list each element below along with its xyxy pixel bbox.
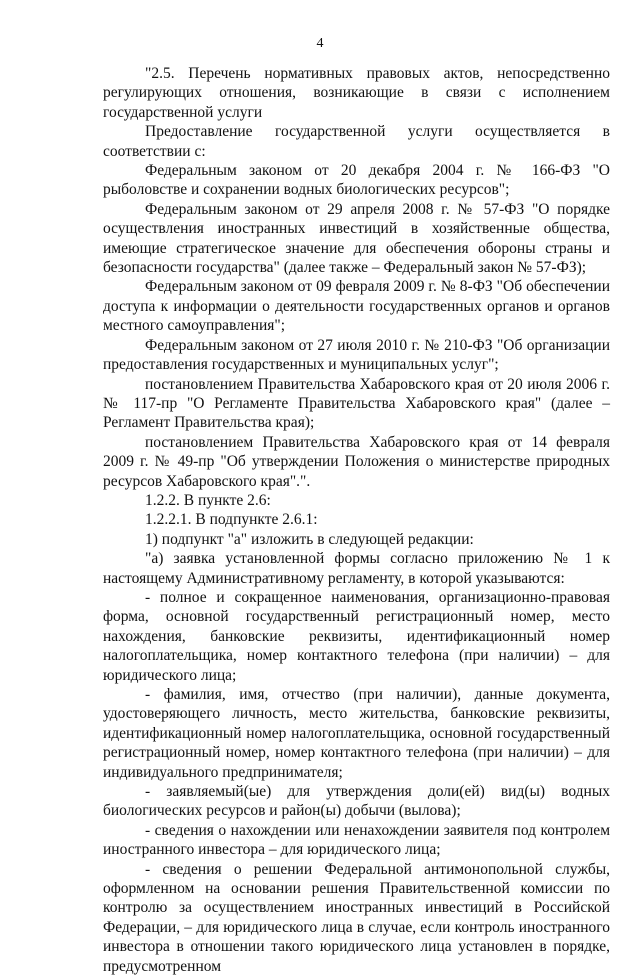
paragraph-resolution-49: постановлением Правительства Хабаровского края от 14 февраля 2009 г. № 49-пр "Об утверждении Положения о министерстве природных ресурсов Хабаровского края".". xyxy=(103,433,610,490)
list-item-entrepreneur: - фамилия, имя, отчество (при наличии), данные документа, удостоверяющего личность, место жительства, банковские реквизиты, идентификационный номер налогоплательщика, основной государственный регистрационный номер, номер контактного телефона (при наличии) – для индивидуального предпринимателя; xyxy=(103,686,610,781)
paragraph-resolution-117: постановлением Правительства Хабаровского края от 20 июля 2006 г. № 117-пр "О Регламенте Правительства Хабаровского края" (далее – Регламент Правительства края); xyxy=(103,375,610,432)
paragraph-application-form: "а) заявка установленной формы согласно приложению № 1 к настоящему Административному регламенту, в которой указываются: xyxy=(103,550,610,587)
paragraph-law-210: Федеральным законом от 27 июля 2010 г. № 210-ФЗ "Об организации предоставления государственных и муниципальных услуг"; xyxy=(103,336,610,374)
paragraph-1-2-2: 1.2.2. В пункте 2.6: xyxy=(145,491,271,509)
list-item-fas-decision: - сведения о решении Федеральной антимонопольной службы, оформленном на основании решения Правительственной комиссии по контролю за осуществлением иностранных инвестиций в Российской Федерации, – для юридического лица в случае, если контроль иностранного инвестора в отношении такого юридического лица установлен в порядке, предусмотренном xyxy=(103,860,610,975)
paragraph-law-57: Федеральным законом от 29 апреля 2008 г. № 57-ФЗ "О порядке осуществления иностранных инвестиций в хозяйственные общества, имеющие стратегическое значение для обеспечения обороны страны и безопасности государства" (далее также – Федеральный закон № 57-ФЗ); xyxy=(103,200,610,277)
paragraph-2-5-heading: "2.5. Перечень нормативных правовых актов, непосредственно регулирующих отношения, возникающие в связи с исполнением государственной услуги xyxy=(103,65,610,121)
list-item-species-area: - заявляемый(ые) для утверждения доли(ей) вид(ы) водных биологических ресурсов и район(ы) добычи (вылова); xyxy=(103,783,610,820)
paragraph-law-8: Федеральным законом от 09 февраля 2009 г. № 8-ФЗ "Об обеспечении доступа к информации о деятельности государственных органов и органов местного самоуправления"; xyxy=(103,278,610,335)
paragraph-subitem-a: 1) подпункт "а" изложить в следующей редакции: xyxy=(145,530,474,548)
paragraph-service-basis: Предоставление государственной услуги осуществляется в соответствии с: xyxy=(103,123,610,160)
page-number: 4 xyxy=(316,36,324,51)
document-body xyxy=(103,64,610,976)
paragraph-law-166: Федеральным законом от 20 декабря 2004 г. № 166-ФЗ "О рыболовстве и сохранении водных биологических ресурсов"; xyxy=(103,162,610,199)
list-item-foreign-control: - сведения о нахождении или ненахождении заявителя под контролем иностранного инвестора – для юридического лица; xyxy=(103,821,610,859)
list-item-legal-entity: - полное и сокращенное наименования, организационно-правовая форма, основной государственный регистрационный номер, место нахождения, банковские реквизиты, идентификационный номер налогоплательщика, номер контактного телефона (при наличии) – для юридического лица; xyxy=(103,588,610,684)
paragraph-1-2-2-1: 1.2.2.1. В подпункте 2.6.1: xyxy=(145,511,318,529)
